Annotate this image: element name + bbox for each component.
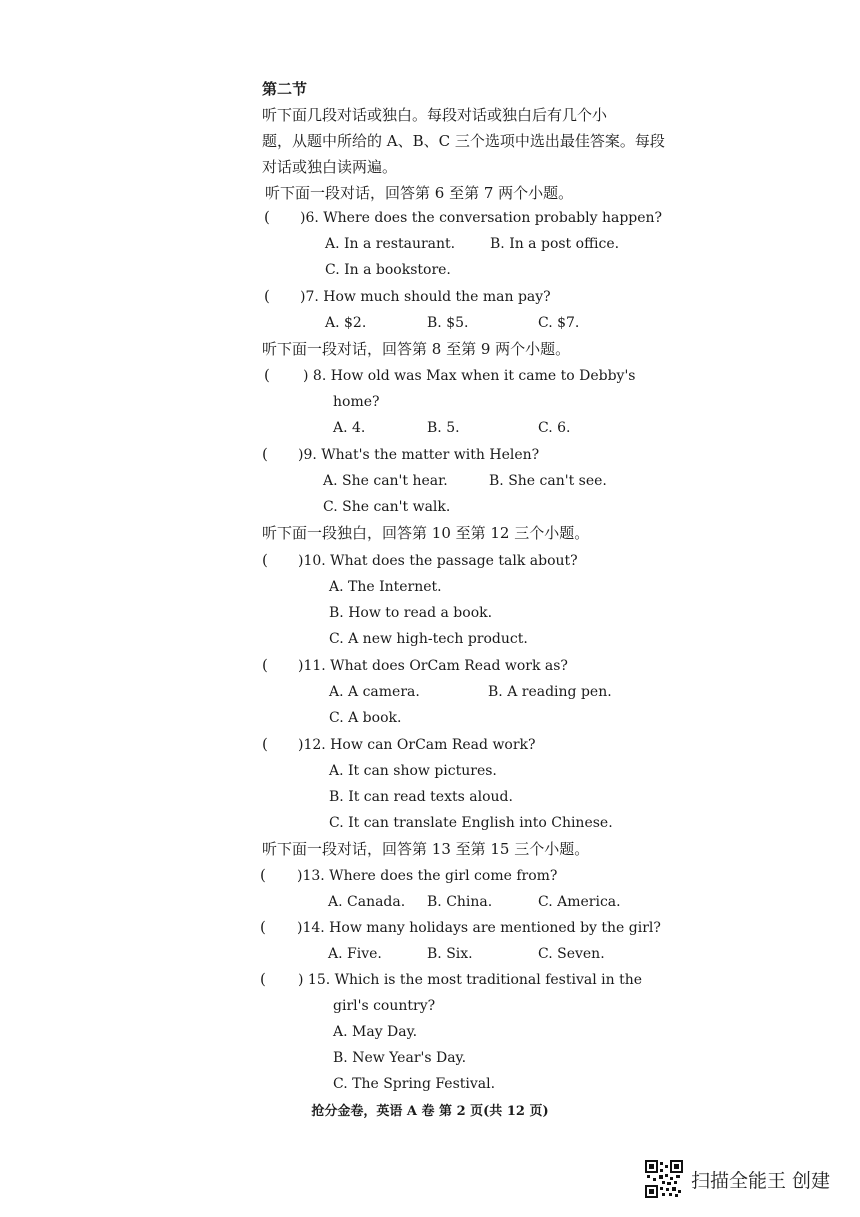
q9-option-c: C. She can't walk. bbox=[323, 499, 451, 515]
q11-answer-paren: ( bbox=[262, 656, 268, 674]
section-title: 第二节 bbox=[262, 80, 308, 98]
scanner-watermark bbox=[645, 1160, 830, 1198]
group-2-intro: 听下面一段对话，回答第 8 至第 9 两个小题。 bbox=[262, 340, 571, 358]
q8-stem-continued: home? bbox=[333, 394, 380, 410]
q6-stem: )6. Where does the conversation probably happen? bbox=[300, 210, 663, 226]
q11-option-a: A. A camera. bbox=[329, 684, 420, 700]
q8-stem: ) 8. How old was Max when it came to Debby's bbox=[303, 368, 636, 384]
q13-option-a: A. Canada. bbox=[328, 894, 406, 910]
q15-option-a: A. May Day. bbox=[333, 1024, 418, 1040]
q8-option-a: A. 4. bbox=[333, 420, 366, 436]
q7-answer-paren: ( bbox=[264, 287, 270, 305]
q10-answer-paren: ( bbox=[262, 551, 268, 569]
q6-option-c: C. In a bookstore. bbox=[325, 262, 451, 278]
q14-option-b: B. Six. bbox=[427, 946, 473, 962]
q15-answer-paren: ( bbox=[260, 970, 266, 988]
q15-option-c: C. The Spring Festival. bbox=[333, 1076, 496, 1092]
q12-option-c: C. It can translate English into Chinese. bbox=[329, 815, 613, 831]
group-4-intro: 听下面一段对话，回答第 13 至第 15 三个小题。 bbox=[262, 840, 590, 858]
q9-option-a: A. She can't hear. bbox=[323, 473, 448, 489]
q8-option-b: B. 5. bbox=[427, 420, 460, 436]
q6-option-b: B. In a post office. bbox=[490, 236, 620, 252]
q6-option-a: A. In a restaurant. bbox=[325, 236, 456, 252]
q11-stem: )11. What does OrCam Read work as? bbox=[298, 658, 568, 674]
page-footer: 抢分金卷，英语 A 卷 第 2 页(共 12 页) bbox=[311, 1104, 549, 1119]
watermark-text: 扫描全能王 创建 bbox=[691, 1169, 831, 1192]
q15-option-b: B. New Year's Day. bbox=[333, 1050, 467, 1066]
qr-code-icon bbox=[645, 1160, 683, 1198]
instruction-line-3: 对话或独白读两遍。 bbox=[262, 158, 398, 176]
q15-stem-continued: girl's country? bbox=[333, 998, 436, 1014]
q12-stem: )12. How can OrCam Read work? bbox=[298, 737, 536, 753]
instruction-line-2: 题，从题中所给的 A、B、C 三个选项中选出最佳答案。每段 bbox=[262, 132, 665, 150]
q13-stem: )13. Where does the girl come from? bbox=[297, 868, 558, 884]
group-3-intro: 听下面一段独白，回答第 10 至第 12 三个小题。 bbox=[262, 524, 590, 542]
instruction-line-1: 听下面几段对话或独白。每段对话或独白后有几个小 bbox=[262, 106, 608, 124]
q12-answer-paren: ( bbox=[262, 735, 268, 753]
q13-answer-paren: ( bbox=[260, 866, 266, 884]
q7-option-b: B. $5. bbox=[427, 315, 469, 331]
q6-answer-paren: ( bbox=[264, 208, 270, 226]
q7-option-a: A. $2. bbox=[325, 315, 367, 331]
q9-answer-paren: ( bbox=[262, 445, 268, 463]
q12-option-b: B. It can read texts aloud. bbox=[329, 789, 513, 805]
q9-stem: )9. What's the matter with Helen? bbox=[298, 447, 540, 463]
q13-option-c: C. America. bbox=[538, 894, 621, 910]
q14-stem: )14. How many holidays are mentioned by the girl? bbox=[297, 920, 661, 936]
q11-option-c: C. A book. bbox=[329, 710, 402, 726]
q12-option-a: A. It can show pictures. bbox=[329, 763, 497, 779]
q10-option-c: C. A new high-tech product. bbox=[329, 631, 528, 647]
q10-stem: )10. What does the passage talk about? bbox=[298, 553, 578, 569]
q8-option-c: C. 6. bbox=[538, 420, 571, 436]
q11-option-b: B. A reading pen. bbox=[488, 684, 612, 700]
q14-option-c: C. Seven. bbox=[538, 946, 605, 962]
group-1-intro: 听下面一段对话，回答第 6 至第 7 两个小题。 bbox=[265, 184, 574, 202]
q7-option-c: C. $7. bbox=[538, 315, 580, 331]
q10-option-a: A. The Internet. bbox=[329, 579, 442, 595]
q14-answer-paren: ( bbox=[260, 918, 266, 936]
q13-option-b: B. China. bbox=[427, 894, 493, 910]
q14-option-a: A. Five. bbox=[328, 946, 382, 962]
q9-option-b: B. She can't see. bbox=[489, 473, 607, 489]
q8-answer-paren: ( bbox=[264, 366, 270, 384]
q10-option-b: B. How to read a book. bbox=[329, 605, 493, 621]
q15-stem: ) 15. Which is the most traditional festival in the bbox=[298, 972, 643, 988]
q7-stem: )7. How much should the man pay? bbox=[300, 289, 551, 305]
